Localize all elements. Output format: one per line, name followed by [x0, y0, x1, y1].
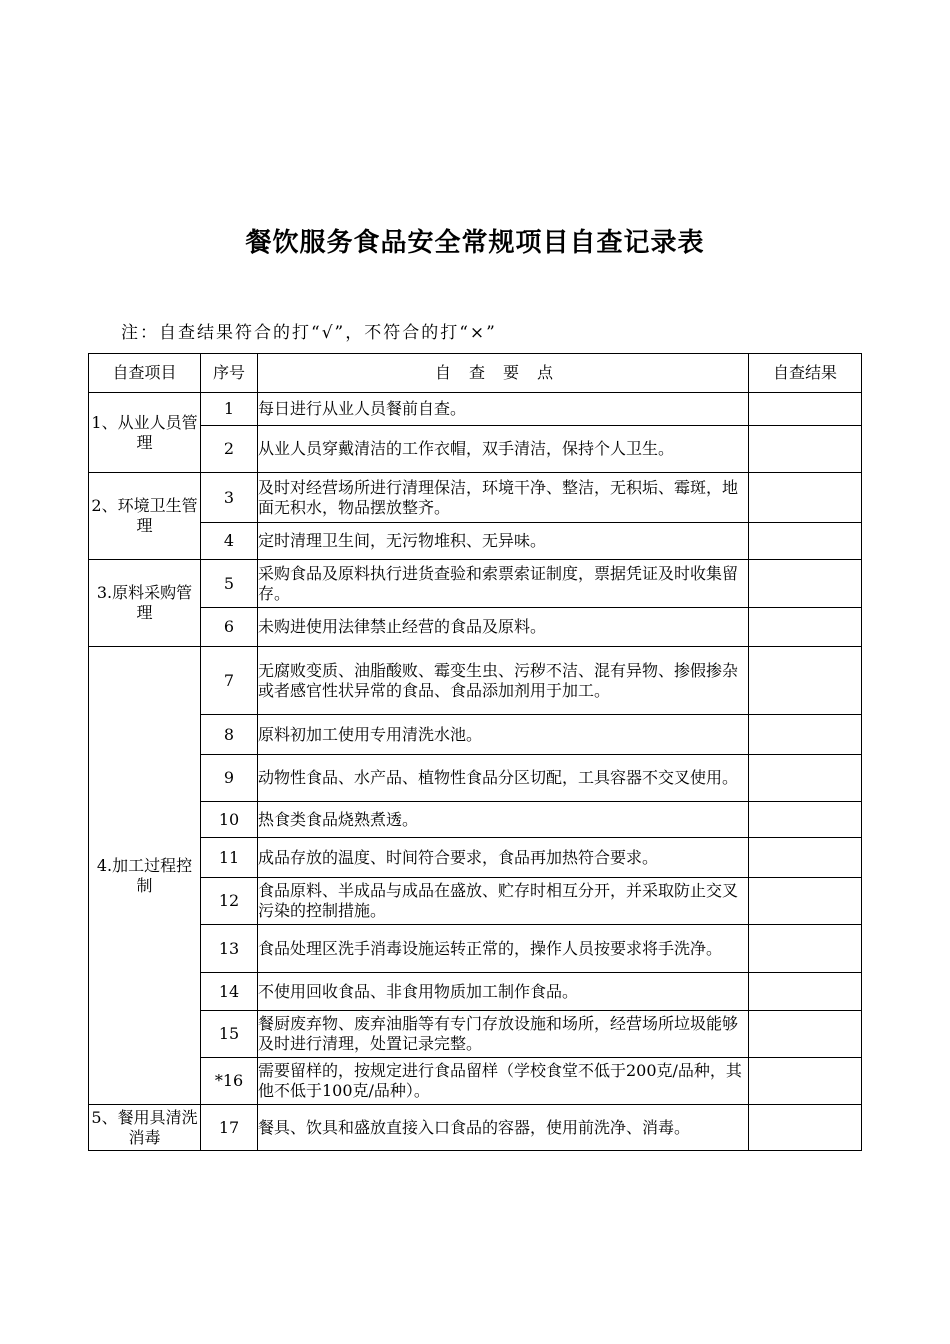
table-row: [89, 608, 862, 647]
seq-cell: 14: [201, 973, 258, 1011]
category-cell: 5、餐用具清洗消毒: [89, 1105, 201, 1151]
result-cell[interactable]: [749, 715, 862, 755]
seq-cell: 3: [201, 473, 258, 523]
table-row: [89, 473, 862, 523]
header-points: 自查要点: [258, 354, 749, 393]
result-cell[interactable]: [749, 925, 862, 973]
point-cell: 无腐败变质、油脂酸败、霉变生虫、污秽不洁、混有异物、掺假掺杂或者感官性状异常的食品、食品添加剂用于加工。: [258, 647, 749, 715]
result-cell[interactable]: [749, 1105, 862, 1151]
seq-cell: 4: [201, 523, 258, 560]
note-text: 注：自查结果符合的打“√”，不符合的打“×”: [121, 323, 497, 343]
point-cell: 动物性食品、水产品、植物性食品分区切配，工具容器不交叉使用。: [258, 755, 749, 802]
point-cell: 及时对经营场所进行清理保洁，环境干净、整洁，无积垢、霉斑，地面无积水，物品摆放整齐。: [258, 473, 749, 523]
table-row: [89, 393, 862, 426]
result-cell[interactable]: [749, 838, 862, 878]
point-cell: 成品存放的温度、时间符合要求，食品再加热符合要求。: [258, 838, 749, 878]
point-cell: 每日进行从业人员餐前自查。: [258, 393, 749, 426]
point-cell: 不使用回收食品、非食用物质加工制作食品。: [258, 973, 749, 1011]
table-row: [89, 878, 862, 925]
point-cell: 采购食品及原料执行进货查验和索票索证制度，票据凭证及时收集留存。: [258, 560, 749, 608]
seq-cell: 1: [201, 393, 258, 426]
self-check-table: [88, 353, 862, 1151]
point-cell: 食品原料、半成品与成品在盛放、贮存时相互分开，并采取防止交叉污染的控制措施。: [258, 878, 749, 925]
category-cell: 4.加工过程控制: [89, 647, 201, 1105]
point-cell: 从业人员穿戴清洁的工作衣帽，双手清洁，保持个人卫生。: [258, 426, 749, 473]
seq-cell: 15: [201, 1011, 258, 1058]
result-cell[interactable]: [749, 755, 862, 802]
header-item: 自查项目: [89, 354, 201, 393]
result-cell[interactable]: [749, 1058, 862, 1105]
point-cell: 定时清理卫生间，无污物堆积、无异味。: [258, 523, 749, 560]
table-header-row: [89, 354, 862, 393]
table-row: [89, 1058, 862, 1105]
seq-cell: 9: [201, 755, 258, 802]
table-row: [89, 647, 862, 715]
table-row: [89, 925, 862, 973]
table-row: [89, 838, 862, 878]
seq-cell: 7: [201, 647, 258, 715]
table-row: [89, 755, 862, 802]
point-cell: 餐厨废弃物、废弃油脂等有专门存放设施和场所，经营场所垃圾能够及时进行清理，处置记录完整。: [258, 1011, 749, 1058]
seq-cell: 13: [201, 925, 258, 973]
point-cell: 未购进使用法律禁止经营的食品及原料。: [258, 608, 749, 647]
result-cell[interactable]: [749, 647, 862, 715]
seq-cell: 6: [201, 608, 258, 647]
point-cell: 热食类食品烧熟煮透。: [258, 802, 749, 838]
point-cell: 食品处理区洗手消毒设施运转正常的，操作人员按要求将手洗净。: [258, 925, 749, 973]
seq-cell: 8: [201, 715, 258, 755]
seq-cell: *16: [201, 1058, 258, 1105]
point-cell: 需要留样的，按规定进行食品留样（学校食堂不低于200克/品种，其他不低于100克/品种）。: [258, 1058, 749, 1105]
table-row: [89, 1011, 862, 1058]
table-row: [89, 426, 862, 473]
header-result: 自查结果: [749, 354, 862, 393]
page-title: 餐饮服务食品安全常规项目自查记录表: [245, 228, 705, 258]
seq-cell: 17: [201, 1105, 258, 1151]
result-cell[interactable]: [749, 802, 862, 838]
result-cell[interactable]: [749, 523, 862, 560]
seq-cell: 10: [201, 802, 258, 838]
seq-cell: 2: [201, 426, 258, 473]
result-cell[interactable]: [749, 973, 862, 1011]
table-row: [89, 560, 862, 608]
result-cell[interactable]: [749, 608, 862, 647]
category-cell: 2、环境卫生管理: [89, 473, 201, 560]
result-cell[interactable]: [749, 878, 862, 925]
category-cell: 3.原料采购管理: [89, 560, 201, 647]
table-row: [89, 715, 862, 755]
result-cell[interactable]: [749, 393, 862, 426]
seq-cell: 5: [201, 560, 258, 608]
category-cell: 1、从业人员管理: [89, 393, 201, 473]
result-cell[interactable]: [749, 1011, 862, 1058]
table-row: [89, 973, 862, 1011]
point-cell: 原料初加工使用专用清洗水池。: [258, 715, 749, 755]
result-cell[interactable]: [749, 426, 862, 473]
header-seq: 序号: [201, 354, 258, 393]
result-cell[interactable]: [749, 560, 862, 608]
seq-cell: 12: [201, 878, 258, 925]
table-row: [89, 523, 862, 560]
point-cell: 餐具、饮具和盛放直接入口食品的容器，使用前洗净、消毒。: [258, 1105, 749, 1151]
table-row: [89, 802, 862, 838]
result-cell[interactable]: [749, 473, 862, 523]
seq-cell: 11: [201, 838, 258, 878]
table-row: [89, 1105, 862, 1151]
